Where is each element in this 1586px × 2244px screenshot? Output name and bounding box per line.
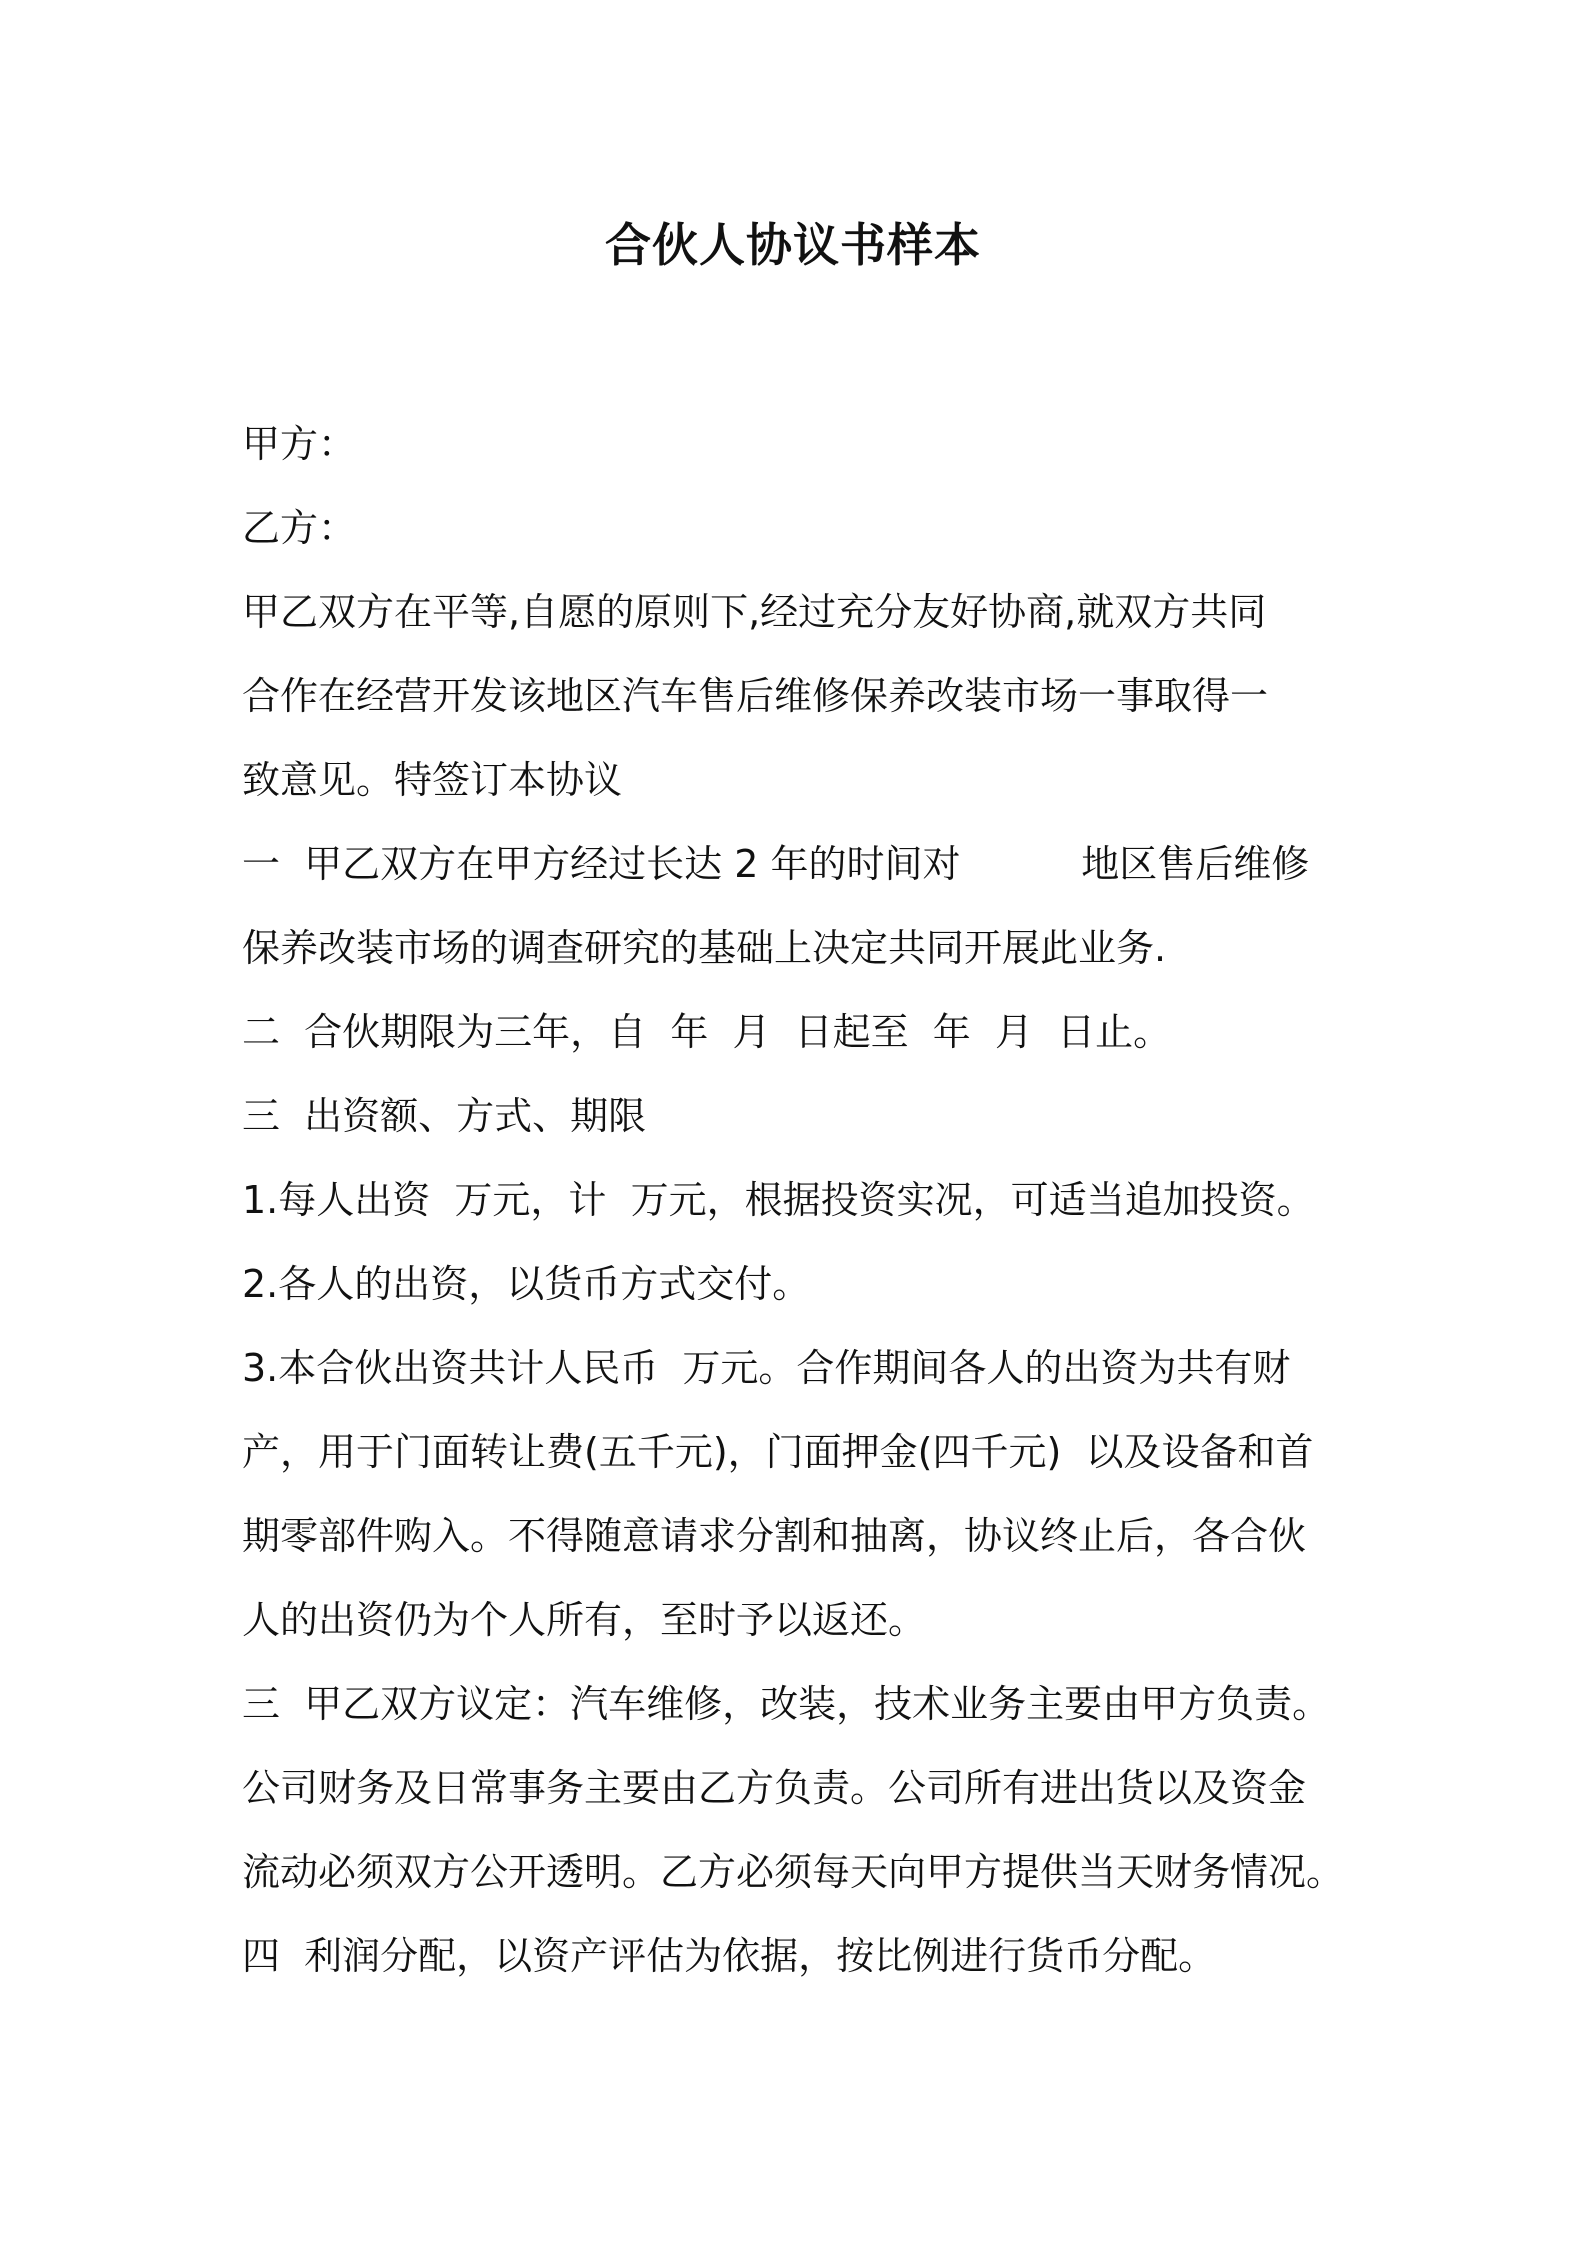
clause-3-heading: 三 出资额、方式、期限 [242, 1094, 647, 1138]
clause-3-item-2: 2.各人的出资，以货币方式交付。 [242, 1262, 811, 1306]
clause-3-item-3-line-3: 期零部件购入。不得随意请求分割和抽离，协议终止后，各合伙 [242, 1514, 1307, 1558]
clause-1-line-2: 保养改装市场的调查研究的基础上决定共同开展此业务. [242, 926, 1167, 970]
clause-2-line: 二 合伙期限为三年，自 年 月 日起至 年 月 日止。 [242, 1010, 1172, 1054]
clause-1-line-1: 一 甲乙双方在甲方经过长达 2 年的时间对 地区售后维修 [242, 842, 1310, 886]
party-a-line: 甲方： [242, 422, 357, 466]
clause-duties-line-2: 公司财务及日常事务主要由乙方负责。公司所有进出货以及资金 [242, 1766, 1307, 1810]
preamble-line-3: 致意见。特签订本协议 [242, 758, 623, 802]
preamble-line-1: 甲乙双方在平等,自愿的原则下,经过充分友好协商,就双方共同 [242, 590, 1267, 634]
clause-3-item-3-line-4: 人的出资仍为个人所有，至时予以返还。 [242, 1598, 927, 1642]
document-title: 合伙人协议书样本 [605, 218, 981, 272]
preamble-line-2: 合作在经营开发该地区汽车售后维修保养改装市场一事取得一 [242, 674, 1269, 718]
clause-4-line: 四 利润分配，以资产评估为依据，按比例进行货币分配。 [242, 1934, 1217, 1978]
clause-3-item-1: 1.每人出资 万元，计 万元，根据投资实况，可适当追加投资。 [242, 1178, 1315, 1222]
clause-3-item-3-line-2: 产，用于门面转让费(五千元)，门面押金(四千元) 以及设备和首 [242, 1430, 1314, 1474]
clause-3-item-3-line-1: 3.本合伙出资共计人民币 万元。合作期间各人的出资为共有财 [242, 1346, 1291, 1390]
clause-duties-line-3: 流动必须双方公开透明。乙方必须每天向甲方提供当天财务情况。 [242, 1850, 1345, 1894]
party-b-line: 乙方： [242, 506, 357, 550]
clause-duties-line-1: 三 甲乙双方议定：汽车维修，改装，技术业务主要由甲方负责。 [242, 1682, 1331, 1726]
document-body [242, 402, 1372, 1998]
